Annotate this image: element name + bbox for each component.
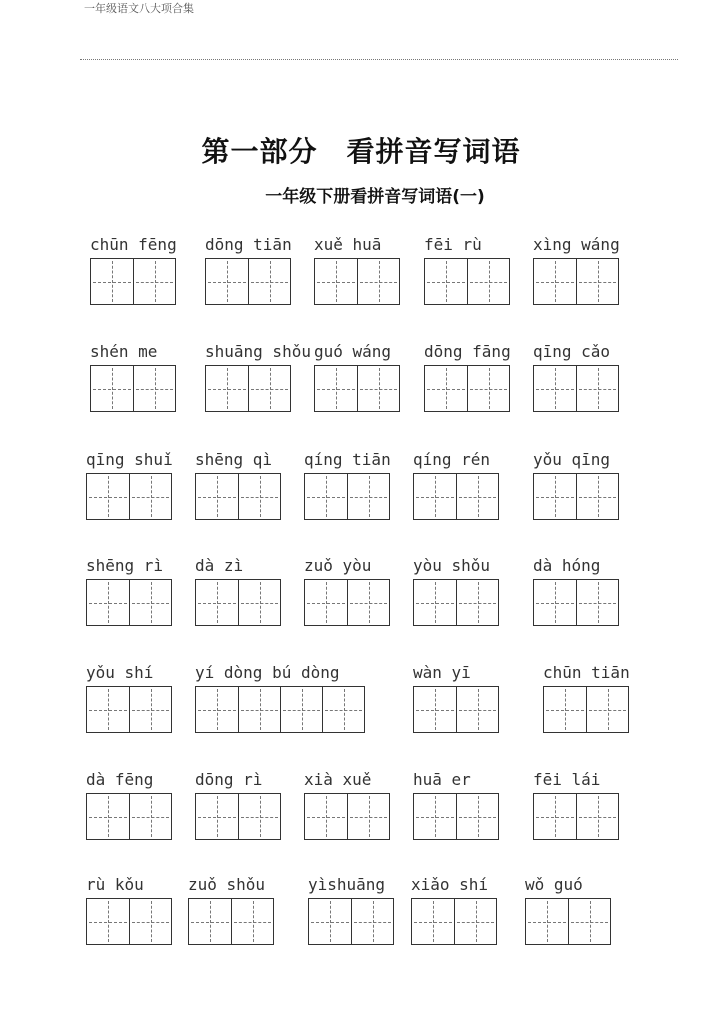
tianzige-cell[interactable] — [576, 794, 618, 839]
tianzige-cell[interactable] — [414, 687, 456, 732]
writing-grid — [86, 898, 172, 945]
tianzige-cell[interactable] — [544, 687, 586, 732]
tianzige-cell[interactable] — [231, 899, 273, 944]
writing-grid — [86, 473, 172, 520]
tianzige-cell[interactable] — [248, 366, 290, 411]
pinyin-label: yòu shǒu — [413, 556, 491, 575]
writing-grid — [413, 686, 499, 733]
tianzige-cell[interactable] — [87, 474, 129, 519]
tianzige-cell[interactable] — [526, 899, 568, 944]
pinyin-label: guó wáng — [314, 342, 392, 361]
tianzige-cell[interactable] — [87, 580, 129, 625]
header-divider — [80, 59, 678, 60]
pinyin-label: yǒu shí — [86, 663, 154, 682]
tianzige-cell[interactable] — [347, 794, 389, 839]
tianzige-cell[interactable] — [91, 366, 133, 411]
tianzige-cell[interactable] — [238, 474, 280, 519]
writing-grid — [533, 579, 619, 626]
writing-grid — [314, 365, 400, 412]
writing-grid — [205, 258, 291, 305]
pinyin-label: yí dòng bú dòng — [195, 663, 340, 682]
tianzige-cell[interactable] — [576, 366, 618, 411]
pinyin-label: yìshuāng — [308, 875, 386, 894]
tianzige-cell[interactable] — [196, 687, 238, 732]
writing-grid — [411, 898, 497, 945]
pinyin-label: dà zì — [195, 556, 244, 575]
writing-grid — [195, 686, 365, 733]
tianzige-cell[interactable] — [133, 366, 175, 411]
tianzige-cell[interactable] — [576, 259, 618, 304]
writing-grid — [314, 258, 400, 305]
tianzige-cell[interactable] — [280, 687, 322, 732]
writing-grid — [533, 473, 619, 520]
pinyin-label: fēi rù — [424, 235, 482, 254]
tianzige-cell[interactable] — [586, 687, 628, 732]
tianzige-cell[interactable] — [133, 259, 175, 304]
writing-grid — [413, 579, 499, 626]
writing-grid — [424, 365, 510, 412]
tianzige-cell[interactable] — [189, 899, 231, 944]
tianzige-cell[interactable] — [347, 580, 389, 625]
writing-grid — [543, 686, 629, 733]
writing-grid — [424, 258, 510, 305]
pinyin-label: chūn tiān — [543, 663, 630, 682]
writing-grid — [304, 579, 390, 626]
tianzige-cell[interactable] — [534, 366, 576, 411]
writing-grid — [90, 365, 176, 412]
page-title: 第一部分 看拼音写词语 — [201, 135, 521, 168]
tianzige-cell[interactable] — [238, 687, 280, 732]
pinyin-label: wǒ guó — [525, 875, 583, 894]
writing-grid — [413, 793, 499, 840]
tianzige-cell[interactable] — [568, 899, 610, 944]
tianzige-cell[interactable] — [414, 580, 456, 625]
pinyin-label: rù kǒu — [86, 875, 144, 894]
pinyin-label: shēng qì — [195, 450, 273, 469]
tianzige-cell[interactable] — [454, 899, 496, 944]
writing-grid — [525, 898, 611, 945]
tianzige-cell[interactable] — [196, 794, 238, 839]
writing-grid — [304, 793, 390, 840]
tianzige-cell[interactable] — [129, 580, 171, 625]
tianzige-cell[interactable] — [315, 259, 357, 304]
tianzige-cell[interactable] — [129, 899, 171, 944]
tianzige-cell[interactable] — [305, 794, 347, 839]
tianzige-cell[interactable] — [206, 366, 248, 411]
pinyin-label: qíng tiān — [304, 450, 391, 469]
tianzige-cell[interactable] — [576, 474, 618, 519]
pinyin-label: qíng rén — [413, 450, 491, 469]
writing-grid — [195, 579, 281, 626]
writing-grid — [195, 473, 281, 520]
pinyin-label: chūn fēng — [90, 235, 177, 254]
writing-grid — [533, 793, 619, 840]
tianzige-cell[interactable] — [351, 899, 393, 944]
tianzige-cell[interactable] — [534, 259, 576, 304]
tianzige-cell[interactable] — [414, 474, 456, 519]
writing-grid — [86, 579, 172, 626]
pinyin-label: qīng cǎo — [533, 342, 611, 361]
writing-grid — [533, 258, 619, 305]
pinyin-label: dà hóng — [533, 556, 601, 575]
tianzige-cell[interactable] — [534, 794, 576, 839]
tianzige-cell[interactable] — [206, 259, 248, 304]
tianzige-cell[interactable] — [357, 366, 399, 411]
tianzige-cell[interactable] — [87, 899, 129, 944]
tianzige-cell[interactable] — [87, 687, 129, 732]
writing-grid — [304, 473, 390, 520]
tianzige-cell[interactable] — [129, 794, 171, 839]
tianzige-cell[interactable] — [534, 580, 576, 625]
pinyin-label: zuǒ shǒu — [188, 875, 266, 894]
pinyin-label: qīng shuǐ — [86, 450, 173, 469]
tianzige-cell[interactable] — [309, 899, 351, 944]
pinyin-label: xiǎo shí — [411, 875, 489, 894]
tianzige-cell[interactable] — [305, 474, 347, 519]
writing-grid — [195, 793, 281, 840]
page-header-text: 一年级语文八大项合集 — [84, 2, 194, 15]
pinyin-label: dōng fāng — [424, 342, 511, 361]
pinyin-label: wàn yī — [413, 663, 471, 682]
writing-grid — [188, 898, 274, 945]
tianzige-cell[interactable] — [412, 899, 454, 944]
tianzige-cell[interactable] — [87, 794, 129, 839]
tianzige-cell[interactable] — [129, 474, 171, 519]
writing-grid — [413, 473, 499, 520]
pinyin-label: shén me — [90, 342, 158, 361]
writing-grid — [533, 365, 619, 412]
tianzige-cell[interactable] — [322, 687, 364, 732]
pinyin-label: xìng wáng — [533, 235, 620, 254]
tianzige-cell[interactable] — [238, 794, 280, 839]
writing-grid — [86, 793, 172, 840]
writing-grid — [205, 365, 291, 412]
tianzige-cell[interactable] — [347, 474, 389, 519]
tianzige-cell[interactable] — [467, 366, 509, 411]
pinyin-label: xià xuě — [304, 770, 372, 789]
tianzige-cell[interactable] — [576, 580, 618, 625]
pinyin-label: zuǒ yòu — [304, 556, 372, 575]
pinyin-label: xuě huā — [314, 235, 382, 254]
tianzige-cell[interactable] — [425, 366, 467, 411]
tianzige-cell[interactable] — [414, 794, 456, 839]
tianzige-cell[interactable] — [315, 366, 357, 411]
tianzige-cell[interactable] — [357, 259, 399, 304]
tianzige-cell[interactable] — [425, 259, 467, 304]
pinyin-label: shēng rì — [86, 556, 164, 575]
pinyin-label: shuāng shǒu — [205, 342, 311, 361]
tianzige-cell[interactable] — [238, 580, 280, 625]
tianzige-cell[interactable] — [456, 474, 498, 519]
writing-grid — [86, 686, 172, 733]
tianzige-cell[interactable] — [534, 474, 576, 519]
pinyin-label: huā er — [413, 770, 471, 789]
pinyin-label: yǒu qīng — [533, 450, 611, 469]
tianzige-cell[interactable] — [456, 687, 498, 732]
tianzige-cell[interactable] — [456, 580, 498, 625]
pinyin-label: fēi lái — [533, 770, 601, 789]
pinyin-label: dōng tiān — [205, 235, 292, 254]
tianzige-cell[interactable] — [129, 687, 171, 732]
tianzige-cell[interactable] — [196, 580, 238, 625]
tianzige-cell[interactable] — [91, 259, 133, 304]
pinyin-label: dōng rì — [195, 770, 263, 789]
pinyin-label: dà fēng — [86, 770, 154, 789]
tianzige-cell[interactable] — [305, 580, 347, 625]
writing-grid — [308, 898, 394, 945]
tianzige-cell[interactable] — [456, 794, 498, 839]
section-subtitle: 一年级下册看拼音写词语(一) — [265, 187, 485, 207]
tianzige-cell[interactable] — [248, 259, 290, 304]
writing-grid — [90, 258, 176, 305]
tianzige-cell[interactable] — [196, 474, 238, 519]
tianzige-cell[interactable] — [467, 259, 509, 304]
